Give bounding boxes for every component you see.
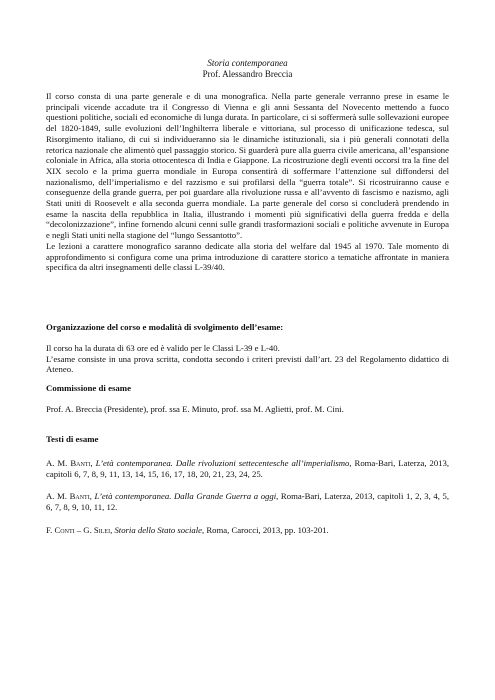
author-initials: A. M. <box>46 491 67 501</box>
author-surname: Banti <box>69 491 90 501</box>
author-initials: A. M. <box>46 458 68 468</box>
author-surname: Banti <box>70 458 91 468</box>
author-initials: F. <box>46 525 53 535</box>
bibliography-entry: A. M. Banti, L’età contemporanea. Dalle rivoluzioni settecentesche all’imperialismo, Roma-Bari, Laterza, 2013, capitoli 6, 7, 8, 9, 11, 13, 14, 15, 16, 17, 18, 20, 21, 23, 24, 25. <box>46 458 450 479</box>
book-title: L’età contemporanea. Dalla Grande Guerra a oggi <box>94 491 277 501</box>
organization-heading: Organizzazione del corso e modalità di svolgimento dell’esame: <box>46 322 284 332</box>
course-duration-text: Il corso ha la durata di 63 ore ed è valido per le Classi L-39 e L-40. <box>46 343 280 353</box>
author-surname: Conti <box>54 525 75 535</box>
course-description <box>46 91 449 273</box>
organization-section <box>46 343 449 375</box>
description-monographic-part: Le lezioni a carattere monografico saranno dedicate alla storia del welfare dal 1945 al 1970. Tale momento di approfondimento si configura come una prima introduzione di carattere storico a tematiche affrontate in maniera specifica da altri insegnamenti delle classi L-39/40. <box>46 240 449 273</box>
professor-name: Prof. Alessandro Breccia <box>202 69 293 79</box>
book-details: , Roma-Bari, Laterza, 2013, capitoli 6, 7, 8, 9, 11, 13, 14, 15, 16, 17, 18, 20, 21, 23, 24, 25. <box>46 458 450 479</box>
bibliography-entry: A. M. Banti, L’età contemporanea. Dalla Grande Guerra a oggi, Roma-Bari, Laterza, 2013, capitoli 1, 2, 3, 4, 5, 6, 7, 8, 9, 10, 11, 12. <box>46 491 450 512</box>
texts-heading: Testi di esame <box>46 434 99 444</box>
book-details: , Roma-Bari, Laterza, 2013, capitoli 1, 2, 3, 4, 5, 6, 7, 8, 9, 10, 11, 12. <box>46 491 450 512</box>
commission-members: Prof. A. Breccia (Presidente), prof. ssa E. Minuto, prof. ssa M. Aglietti, prof. M. Cini. <box>46 404 344 414</box>
book-details: , Roma, Carocci, 2013, pp. 103-201. <box>202 525 329 535</box>
bibliography-entry: F. Conti – G. Silei, Storia dello Stato sociale, Roma, Carocci, 2013, pp. 103-201. <box>46 525 329 535</box>
commission-heading: Commissione di esame <box>46 383 132 393</box>
author-separator: – G. <box>74 525 94 535</box>
description-general-part: Il corso consta di una parte generale e di una monografica. Nella parte generale verranno prese in esame le principali vicende accadute tra il Congresso di Vienna e gli anni Sessanta del Novecento mettendo a fuoco questioni politiche, sociali ed economiche di lunga durata. In particolare, ci si soffermerà sulle sollevazioni europee del 1820-1849, sulle evoluzioni dell’Inghilterra liberale e vittoriana, sul processo di unificazione tedesca, sul Risorgimento italiano, di cui si individueranno sia le dinamiche istituzionali, sia i più generali connotati della retorica nazionale che alimentò quel passaggio storico. Si guarderà pure alla guerra civile americana, all’espansione coloniale in Africa, alla storia ottocentesca di India e Giappone. La ricostruzione degli eventi occorsi tra la fine del XIX secolo e la prima guerra mondiale in Europa consentirà di soffermare l’attenzione sul diffondersi del nazionalismo, dell’imperialismo e del razzismo e sui profilarsi della “guerra totale”. Si ricostruiranno cause e conseguenze della grande guerra, per poi guardare alla rivoluzione russa e all’avvento di fascismo e nazismo, agli Stati uniti di Roosevelt e alla seconda guerra mondiale. La parte generale del corso si concluderà prendendo in esame la nascita della repubblica in Italia, illustrando i momenti più significativi della guerra fredda e della “decolonizzazione”, infine fornendo alcuni cenni sulle grandi trasformazioni sociali e politiche avvenute in Europa e negli Stati uniti nella stagione del “lungo Sessantotto”. <box>46 91 449 241</box>
author-surname: Silei <box>93 525 111 535</box>
book-title: L’età contemporanea. Dalle rivoluzioni settecentesche all’imperialismo <box>95 458 350 468</box>
exam-mode-text: L’esame consiste in una prova scritta, condotta secondo i criteri previsti dall’art. 23 del Regolamento didattico di Ateneo. <box>46 353 449 375</box>
course-title: Storia contemporanea <box>207 58 288 68</box>
book-title: Storia dello Stato sociale <box>114 525 203 535</box>
